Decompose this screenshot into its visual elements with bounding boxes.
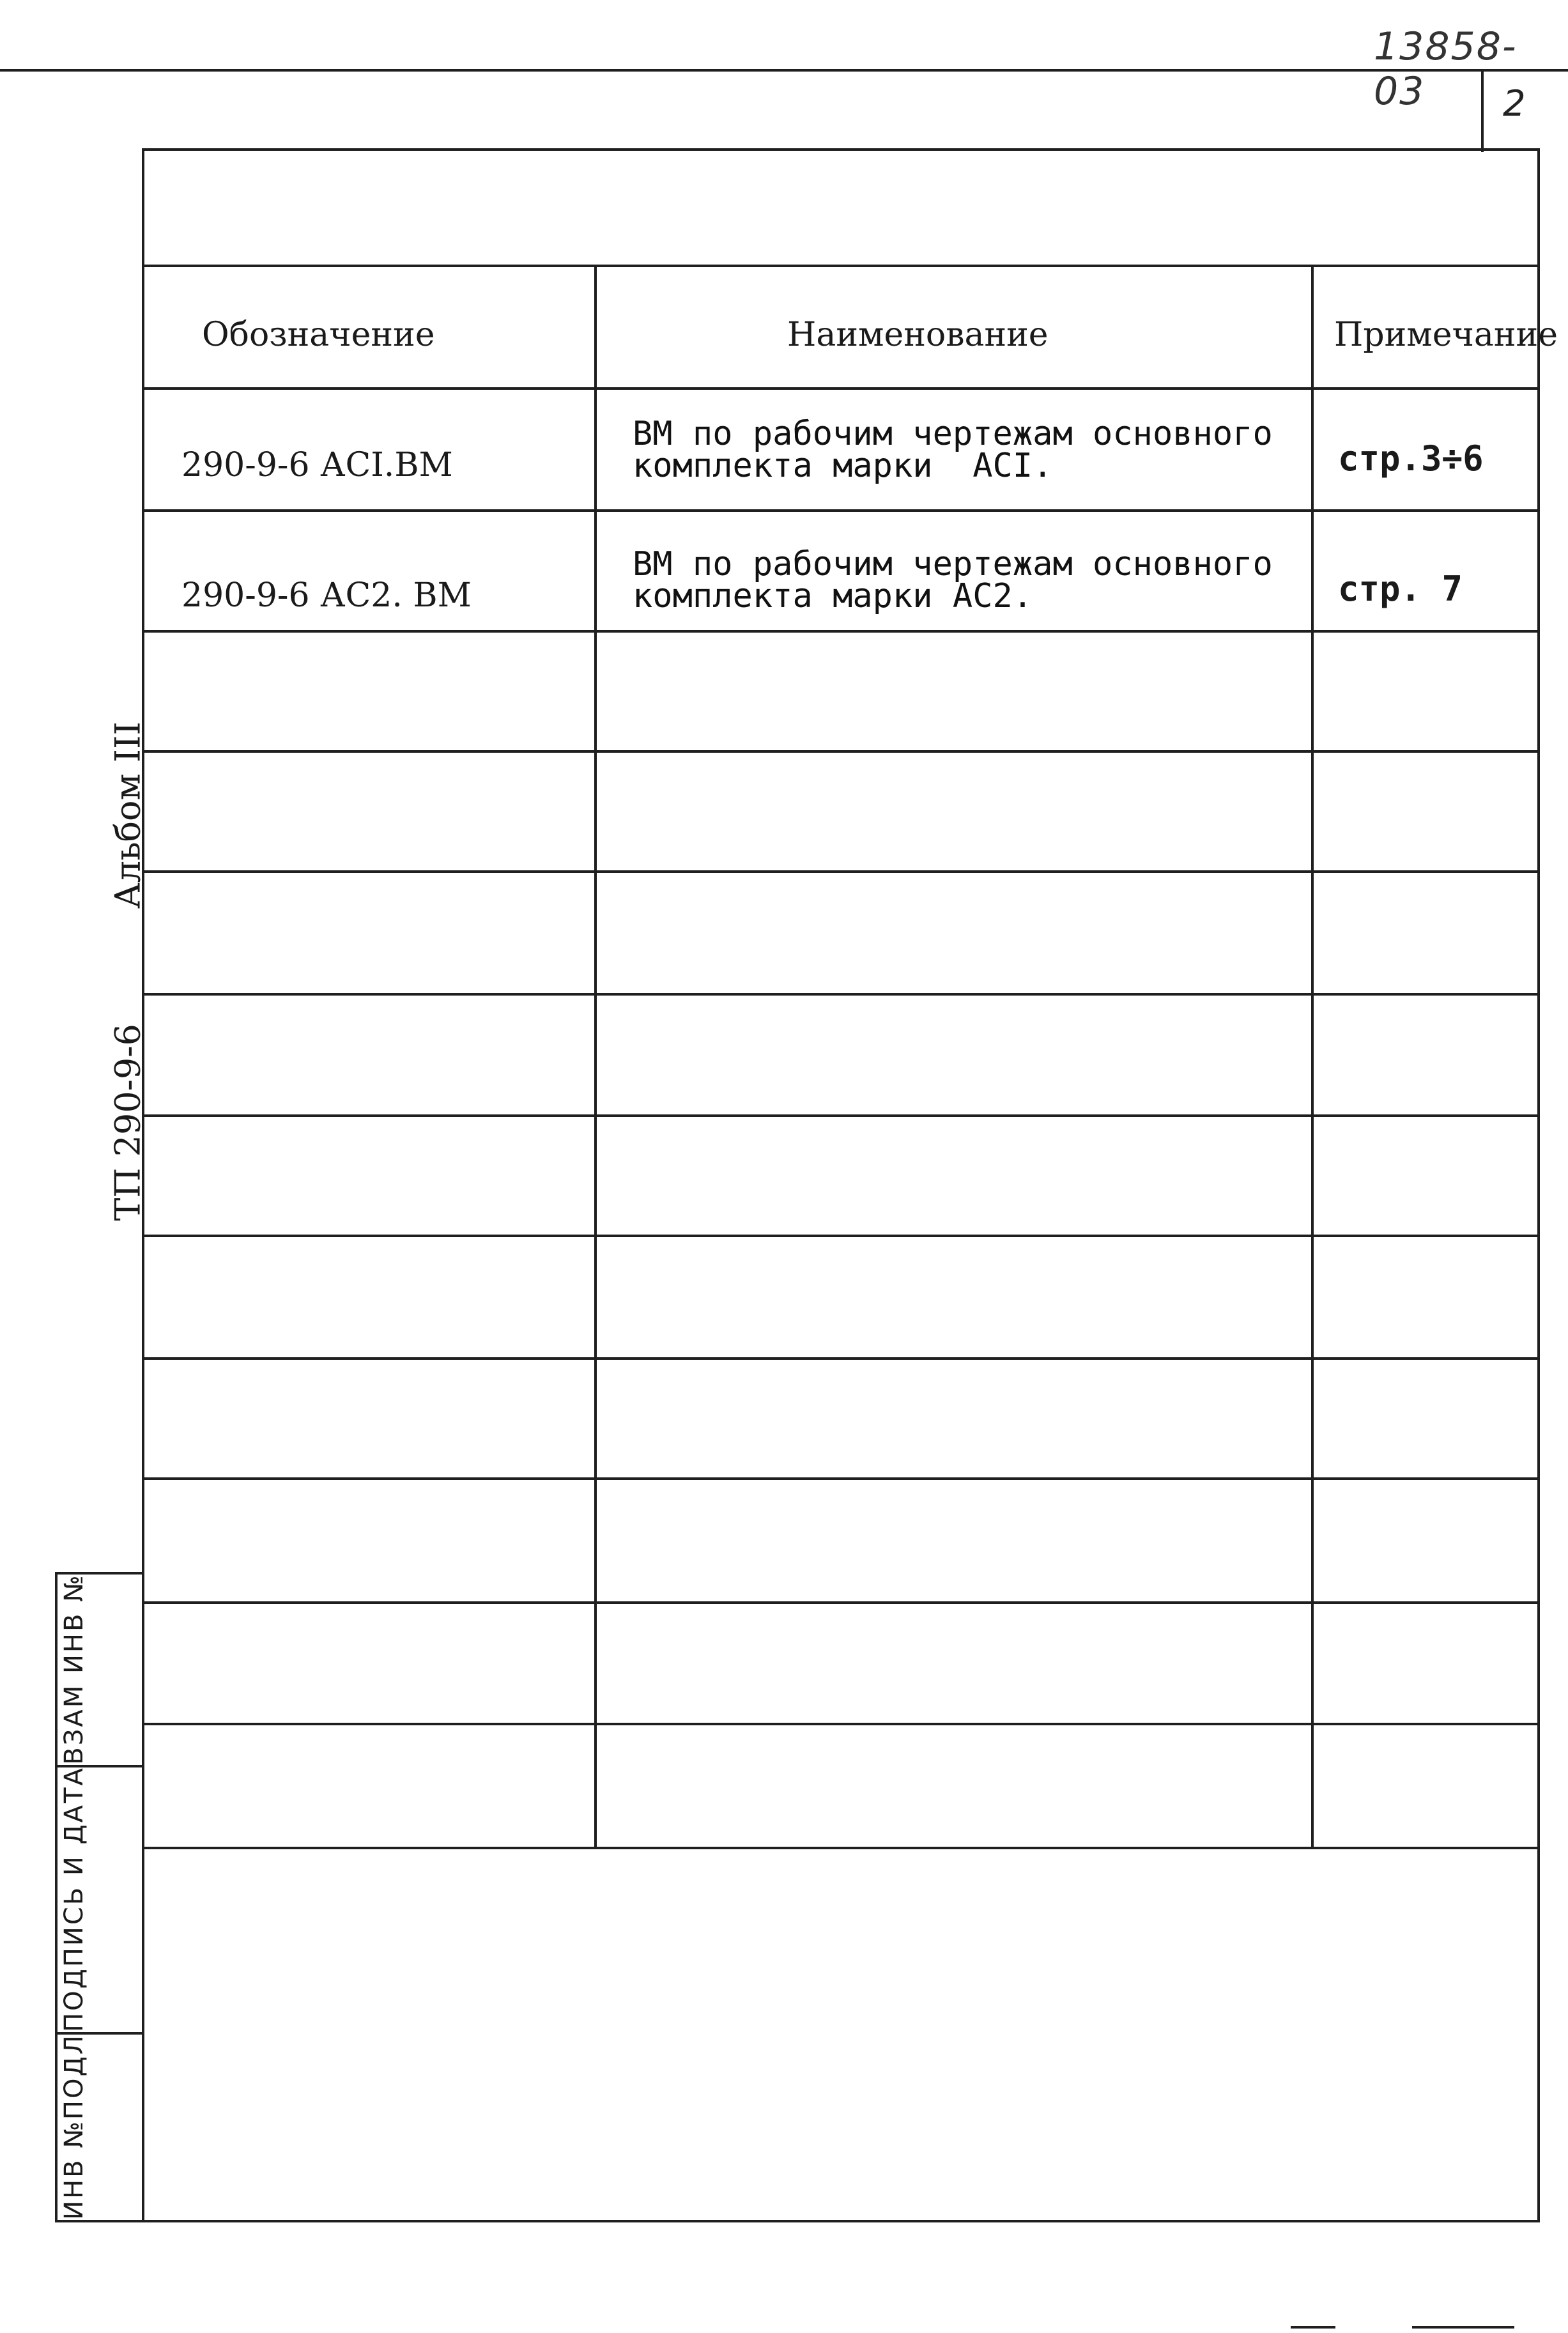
top-rule <box>0 69 1568 72</box>
table-row-1-note: стр.3÷6 <box>1338 438 1484 479</box>
document-number: 13858-03 <box>1374 24 1518 114</box>
bottom-mark <box>1412 2326 1514 2329</box>
page-number: 2 <box>1503 83 1526 125</box>
row-line <box>142 1235 1540 1237</box>
row-line <box>142 1357 1540 1360</box>
table-row-2-code: 290-9-6 АС2. ВМ <box>181 576 472 615</box>
column-header-designation: Обозначение <box>202 316 435 354</box>
frame-bottom <box>142 2220 1540 2222</box>
stamp-label-replaced-inv: ВЗАМ ИНВ № <box>59 1573 89 1765</box>
row-line <box>142 993 1540 996</box>
side-title-code: ТП 290-9-6 <box>107 1024 148 1221</box>
bottom-mark <box>1291 2326 1335 2329</box>
row-line <box>142 750 1540 753</box>
side-title <box>108 721 148 1220</box>
row-line <box>142 1601 1540 1604</box>
frame-right <box>1537 148 1540 2222</box>
table-row-2-note: стр. 7 <box>1338 569 1463 609</box>
stamp-left-edge <box>55 1572 58 2222</box>
column-divider-1 <box>594 265 597 1849</box>
stamp-label-original-inv: ИНВ №ПОДЛ <box>59 2033 89 2220</box>
table-row-2-name: ВМ по рабочим чертежам основного комплекта марки АС2. <box>633 545 1273 615</box>
page-number-box-divider <box>1481 70 1484 152</box>
stamp-bottom-edge <box>55 2220 144 2222</box>
row-line <box>142 1477 1540 1480</box>
frame-top <box>142 148 1540 151</box>
row-line <box>142 1847 1540 1849</box>
column-header-name: Наименование <box>787 316 1049 354</box>
row-line <box>142 509 1540 512</box>
row-line <box>142 870 1540 873</box>
side-title-album: Альбом III <box>107 721 148 909</box>
row-line <box>142 265 1540 267</box>
row-line <box>142 1114 1540 1117</box>
column-header-note: Примечание <box>1334 316 1558 354</box>
table-row-1-code: 290-9-6 АСI.ВМ <box>181 446 453 484</box>
row-line <box>142 1723 1540 1725</box>
column-divider-2 <box>1311 265 1314 1849</box>
row-line <box>142 387 1540 390</box>
stamp-label-signature-date: ПОДПИСЬ И ДАТА <box>59 1766 89 2032</box>
table-row-1-name: ВМ по рабочим чертежам основного комплекта марки АСI. <box>633 415 1273 485</box>
row-line <box>142 630 1540 633</box>
